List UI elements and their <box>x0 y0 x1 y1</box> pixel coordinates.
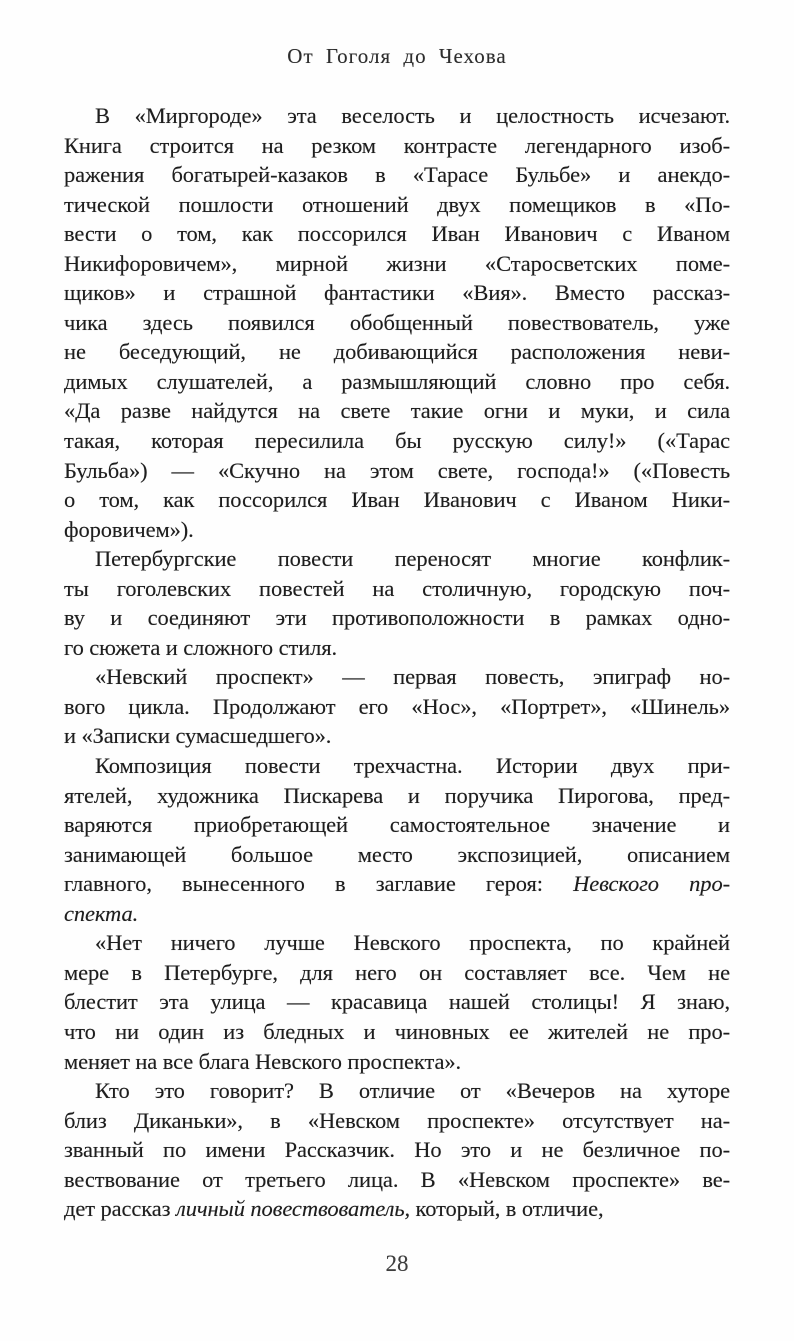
text-segment: меняет на все блага Невского проспекта». <box>64 1048 462 1074</box>
text-line <box>64 958 730 988</box>
text-segment: Бульба») — «Скучно на этом свете, господа!» («Повесть <box>64 457 730 483</box>
text-segment: го сюжета и сложного стиля. <box>64 634 338 660</box>
paragraph <box>64 101 730 544</box>
text-line <box>64 1106 730 1136</box>
text-segment: вого цикла. Продолжают его «Нос», «Портрет», «Шинель» <box>64 693 730 719</box>
text-line <box>64 249 730 279</box>
text-line <box>64 367 730 397</box>
text-segment: чика здесь появился обобщенный повествователь, уже <box>64 309 730 335</box>
text-line <box>64 515 730 545</box>
text-line <box>64 1194 730 1224</box>
text-segment: близ Диканьки», в «Невском проспекте» отсутствует на- <box>64 1107 730 1133</box>
running-head: От Гоголя до Чехова <box>287 44 507 68</box>
text-segment: вести о том, как поссорился Иван Иванович с Иваном <box>64 221 730 247</box>
text-line <box>64 869 730 899</box>
text-segment: Петербургские повести переносят многие конфлик- <box>95 546 730 572</box>
text-line <box>64 131 730 161</box>
text-line <box>64 456 730 486</box>
text-line <box>64 308 730 338</box>
page-body <box>64 101 730 1224</box>
text-line <box>64 190 730 220</box>
paragraph <box>64 751 730 928</box>
text-line <box>64 160 730 190</box>
text-line <box>64 781 730 811</box>
text-segment: вествование от третьего лица. В «Невском проспекте» ве- <box>64 1166 730 1192</box>
text-segment: личный повествователь, <box>176 1196 410 1222</box>
text-segment: мере в Петербурге, для него он составляет все. Чем не <box>64 959 730 985</box>
paragraph <box>64 1076 730 1224</box>
text-line <box>64 692 730 722</box>
text-segment: что ни один из бледных и чиновных ее жителей не про- <box>64 1018 730 1044</box>
text-line <box>64 1135 730 1165</box>
text-segment: тической пошлости отношений двух помещиков в «По- <box>64 191 730 217</box>
text-line <box>64 633 730 663</box>
text-segment: званный по имени Рассказчик. Но это и не безличное по- <box>64 1137 730 1163</box>
text-line <box>64 928 730 958</box>
text-segment: В «Миргороде» эта веселость и целостность исчезают. <box>95 103 730 128</box>
text-line <box>64 426 730 456</box>
text-segment: «Невский проспект» — первая повесть, эпиграф но- <box>95 664 730 690</box>
text-line <box>64 544 730 574</box>
text-line <box>64 662 730 692</box>
text-line <box>64 101 730 131</box>
text-line <box>64 574 730 604</box>
text-line <box>64 987 730 1017</box>
text-segment: ятелей, художника Пискарева и поручика Пирогова, пред- <box>64 782 730 808</box>
paragraph <box>64 928 730 1076</box>
text-segment: такая, которая пересилила бы русскую силу!» («Тарас <box>64 428 730 454</box>
text-line <box>64 219 730 249</box>
text-segment: занимающей большое место экспозицией, описанием <box>64 841 730 867</box>
text-segment: ражения богатырей-казаков в «Тарасе Бульбе» и анекдо- <box>64 162 730 188</box>
text-segment: спекта. <box>64 900 139 926</box>
text-segment: главного, вынесенного в заглавие героя: <box>64 871 574 897</box>
text-segment: который, в отличие, <box>410 1196 604 1222</box>
text-segment: ву и соединяют эти противоположности в рамках одно- <box>64 605 730 631</box>
text-line <box>64 485 730 515</box>
text-line <box>64 1017 730 1047</box>
text-segment: блестит эта улица — красавица нашей столицы! Я знаю, <box>64 989 730 1015</box>
text-line <box>64 721 730 751</box>
text-line <box>64 1165 730 1195</box>
text-segment: щиков» и страшной фантастики «Вия». Вместо рассказ- <box>64 280 730 306</box>
text-segment: Кто это говорит? В отличие от «Вечеров на хуторе <box>95 1078 730 1104</box>
text-line <box>64 899 730 929</box>
paragraph <box>64 544 730 662</box>
text-segment: не беседующий, не добивающийся расположения неви- <box>64 339 730 365</box>
text-line <box>64 337 730 367</box>
text-segment: Композиция повести трехчастна. Истории двух при- <box>95 753 730 779</box>
text-line <box>64 1076 730 1106</box>
text-line <box>64 1047 730 1077</box>
text-segment: «Да разве найдутся на свете такие огни и муки, и сила <box>64 398 730 424</box>
text-segment: и «Записки сумасшедшего». <box>64 723 332 749</box>
text-segment: дет рассказ <box>64 1196 176 1222</box>
text-segment: димых слушателей, а размышляющий словно про себя. <box>64 368 730 394</box>
text-line <box>64 278 730 308</box>
paragraph <box>64 662 730 751</box>
text-line <box>64 751 730 781</box>
text-segment: Книга строится на резком контрасте легендарного изоб- <box>64 132 730 158</box>
text-segment: «Нет ничего лучше Невского проспекта, по крайней <box>95 930 730 956</box>
text-segment: варяются приобретающей самостоятельное значение и <box>64 812 730 838</box>
page-number: 28 <box>385 1251 409 1276</box>
text-line <box>64 810 730 840</box>
text-line <box>64 840 730 870</box>
text-segment: ты гоголевских повестей на столичную, городскую поч- <box>64 575 730 601</box>
text-segment: форовичем»). <box>64 516 194 542</box>
text-line <box>64 396 730 426</box>
text-segment: Никифоровичем», мирной жизни «Старосветских поме- <box>64 250 730 276</box>
text-segment: о том, как поссорился Иван Иванович с Иваном Ники- <box>64 487 730 513</box>
text-line <box>64 603 730 633</box>
text-segment: Невского про- <box>573 871 730 897</box>
